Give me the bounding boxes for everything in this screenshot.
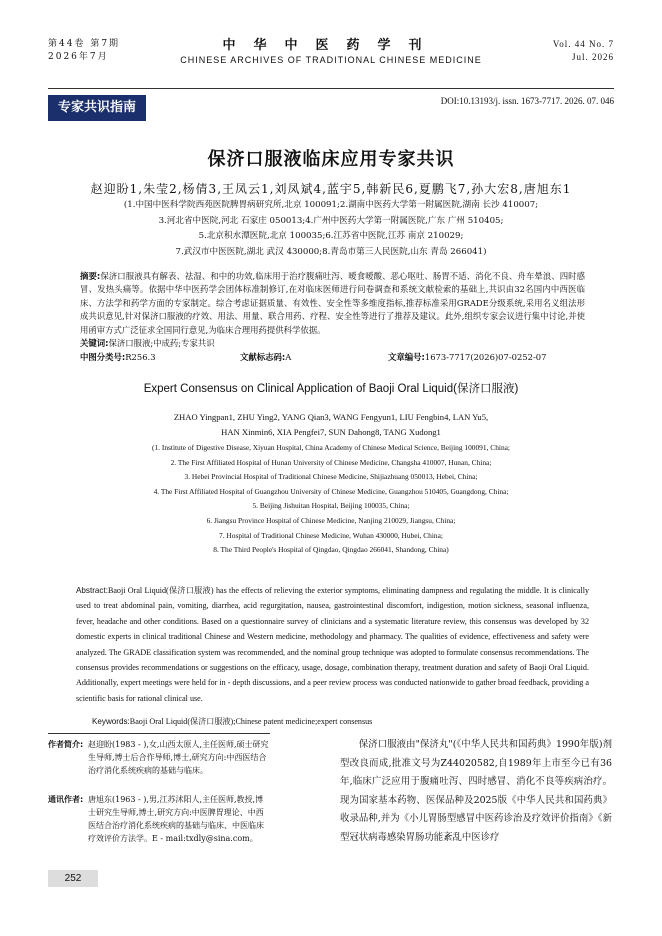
keywords-en-label: Keywords:	[92, 717, 130, 726]
article-label: 文章编号:	[388, 352, 425, 362]
abstract-en-text: Baoji Oral Liquid(保济口服液) has the effects of relieving the exterior symptoms, eliminating dampness and regulating the middle. It is clinically used to treat abdominal pain, vomiting, diarrhea, acid regurgitation, nausea, gastrointestinal discomfort, indigestion, motion sickness, seasonal influenza, fever, headache and other conditions. Based on a questionnaire survey of clinicians and a systematic literature review, this consensus was developed by 32 domestic experts in clinical traditional Chinese and Western medicine, methodology and pharmacy. The qualities of evidence, effectiveness and safety were analyzed. The GRADE classification system was recommended, and the nominal group technique was adopted to formulate consensus recommendations. The consensus provides recommendations or suggestions on the efficacy, usage, dosage, combination therapy, treatment duration and safety of Baoji Oral Liquid. Additionally, expert meetings were held for in - depth discussions, and a peer review process was conducted nationwide to gather broad feedback, providing a scientific basis for rational clinical use.	[76, 586, 589, 703]
affiliation-line: 5.北京积水潭医院,北京 100035;6.江苏省中医院,江苏 南京 210029;	[198, 231, 464, 241]
column-badge: 专家共识指南	[48, 95, 146, 121]
keywords-cn-label: 关键词:	[80, 338, 109, 348]
authors-cn: 赵迎盼1,朱莹2,杨倩3,王凤云1,刘凤斌4,蓝宇5,韩新民6,夏鹏飞7,孙大宏8,唐旭东1	[90, 182, 572, 196]
keywords-en-text: Baoji Oral Liquid(保济口服液);Chinese patent medicine;expert consensus	[129, 717, 373, 726]
header-vol-cn: 第44卷 第7期	[48, 39, 121, 49]
footnote-text: 赵迎盼(1983 - ),女,山西太原人,主任医师,硕士研究生导师,博士后合作导师,博士,研究方向:中西医结合治疗消化系统疾病的基础与临床。	[88, 740, 269, 775]
affiliation-en-line: 3. Hebei Provincial Hospital of Traditional Chinese Medicine, Shijiazhuang 050013, Hebei, China;	[184, 472, 478, 482]
affiliation-en-line: 8. The Third People's Hospital of Qingdao, Qingdao 266041, Shandong, China)	[213, 545, 449, 555]
affiliations-cn	[70, 198, 592, 260]
doc-label: 文献标志码:	[240, 352, 286, 362]
abstract-cn	[80, 270, 585, 337]
header-date-cn: 2026年7月	[48, 52, 109, 62]
article-title-cn: 保济口服液临床应用专家共识	[207, 149, 455, 170]
affiliation-en-line: 2. The First Affiliated Hospital of Hunan University of Chinese Medicine, Changsha 410007, Hunan, China;	[170, 457, 492, 467]
abstract-en-label: Abstract:	[76, 586, 108, 595]
page-number: 252	[48, 870, 98, 887]
authors-en-line: HAN Xinmin6, XIA Pengfei7, SUN Dahong8, TANG Xudong1	[221, 427, 441, 437]
footnote-label: 作者简介:	[48, 740, 84, 749]
footnote-text: 唐旭东(1963 - ),男,江苏沭阳人,主任医师,教授,博士研究生导师,博士,研究方向:中医脾胃理论、中西医结合治疗消化系统疾病的基础与临床、中医临床疗效评价方法学。E - mail:txdly@sina.com。	[88, 795, 264, 843]
affiliation-line: 7.武汉市中医医院,湖北 武汉 430000;8.青岛市第三人民医院,山东 青岛 266041)	[175, 246, 487, 257]
affiliation-en-line: (1. Institute of Digestive Disease, Xiyuan Hospital, China Academy of Chinese Medical Science, Beijing 100091, China;	[152, 443, 510, 452]
article-number	[388, 351, 546, 363]
keywords-cn-text: 保济口服液;中成药;专家共识	[108, 338, 215, 348]
footnote-author-bio	[48, 738, 270, 777]
abstract-cn-text: 保济口服液具有解表、祛湿、和中的功效,临床用于治疗腹痛吐泻、嗳食嗳酸、恶心呕吐、肠胃不适、消化不良、舟车晕浪、四时感冒、发热头痛等。依据中华中医药学会团体标准制修订,在对临床医师进行问卷调查和系统文献检索的基础上,共识由32名国内中西医临床、方法学和药学方面的专家制定。综合考虑证据质量、有效性、安全性等多维度指标,推荐标准采用GRADE分级系统,采用名义组法形成共识意见,针对保济口服液的疗效、用法、用量、联合用药、疗程、安全性等进行了推荐及建议。此外,组织专家会议进行集中讨论,并使用函审方式广泛征求全国同行意见,为临床合理用药提供科学依据。	[80, 271, 585, 335]
clc-number	[80, 351, 156, 363]
authors-en-line: ZHAO Yingpan1, ZHU Ying2, YANG Qian3, WANG Fengyun1, LIU Fengbin4, LAN Yu5,	[173, 412, 489, 422]
footnote-label: 通讯作者:	[48, 795, 84, 804]
journal-name-en: CHINESE ARCHIVES OF TRADITIONAL CHINESE MEDICINE	[180, 55, 482, 65]
header-date-en: Jul. 2026	[571, 52, 614, 62]
header-divider	[48, 88, 614, 89]
keywords-cn	[80, 337, 215, 349]
journal-name-cn: 中华中医药学刊	[222, 38, 440, 53]
affiliation-line: 3.河北省中医院,河北 石家庄 050013;4.广州中医药大学第一附属医院,广东 广州 510405;	[158, 215, 504, 226]
doc-value: A	[285, 352, 292, 362]
affiliation-line: (1.中国中医科学院西苑医院脾胃病研究所,北京 100091;2.湖南中医药大学第一附属医院,湖南 长沙 410007;	[123, 200, 539, 210]
article-value: 1673-7717(2026)07-0252-07	[424, 352, 547, 362]
doi-text: DOI:10.13193/j. issn. 1673-7717. 2026. 07. 046	[440, 96, 614, 106]
header-vol-en: Vol. 44 No. 7	[552, 39, 614, 49]
affiliations-en	[110, 441, 552, 558]
footnote-corresponding-author	[48, 793, 270, 845]
affiliation-en-line: 7. Hospital of Traditional Chinese Medicine, Wuhan 430000, Hubei, China;	[219, 530, 443, 540]
footnote-divider	[48, 733, 270, 734]
body-paragraph: 保济口服液由"保济丸"(《中华人民共和国药典》1990年版)剂型改良而成,批准文号为Z44020582,自1989年上市至今已有36年,临床广泛应用于腹痛吐泻、四时感冒、消化不良等疾病治疗。现为国家基本药物、医保品种及2025版《中华人民共和国药典》收录品种,并为《小儿胃肠型感冒中医药诊治及疗效评价指南》《新型冠状病毒感染胃肠功能紊乱中医诊疗	[340, 739, 612, 843]
affiliation-en-line: 6. Jiangsu Province Hospital of Chinese Medicine, Nanjing 210029, Jiangsu, China;	[206, 515, 456, 525]
document-code	[240, 351, 291, 363]
clc-label: 中图分类号:	[80, 352, 126, 362]
authors-en	[150, 410, 512, 440]
article-title-en: Expert Consensus on Clinical Application of Baoji Oral Liquid(保济口服液)	[143, 383, 519, 395]
keywords-en	[92, 716, 372, 727]
abstract-cn-label: 摘要:	[80, 271, 101, 281]
abstract-en	[76, 583, 589, 706]
affiliation-en-line: 5. Beijing Jishuitan Hospital, Beijing 100035, China;	[252, 501, 410, 511]
affiliation-en-line: 4. The First Affiliated Hospital of Guangzhou University of Chinese Medicine, Guangzhou 510405, Guangdong, China;	[153, 486, 509, 496]
header-volume-en	[553, 38, 614, 64]
clc-value: R256.3	[125, 352, 156, 362]
